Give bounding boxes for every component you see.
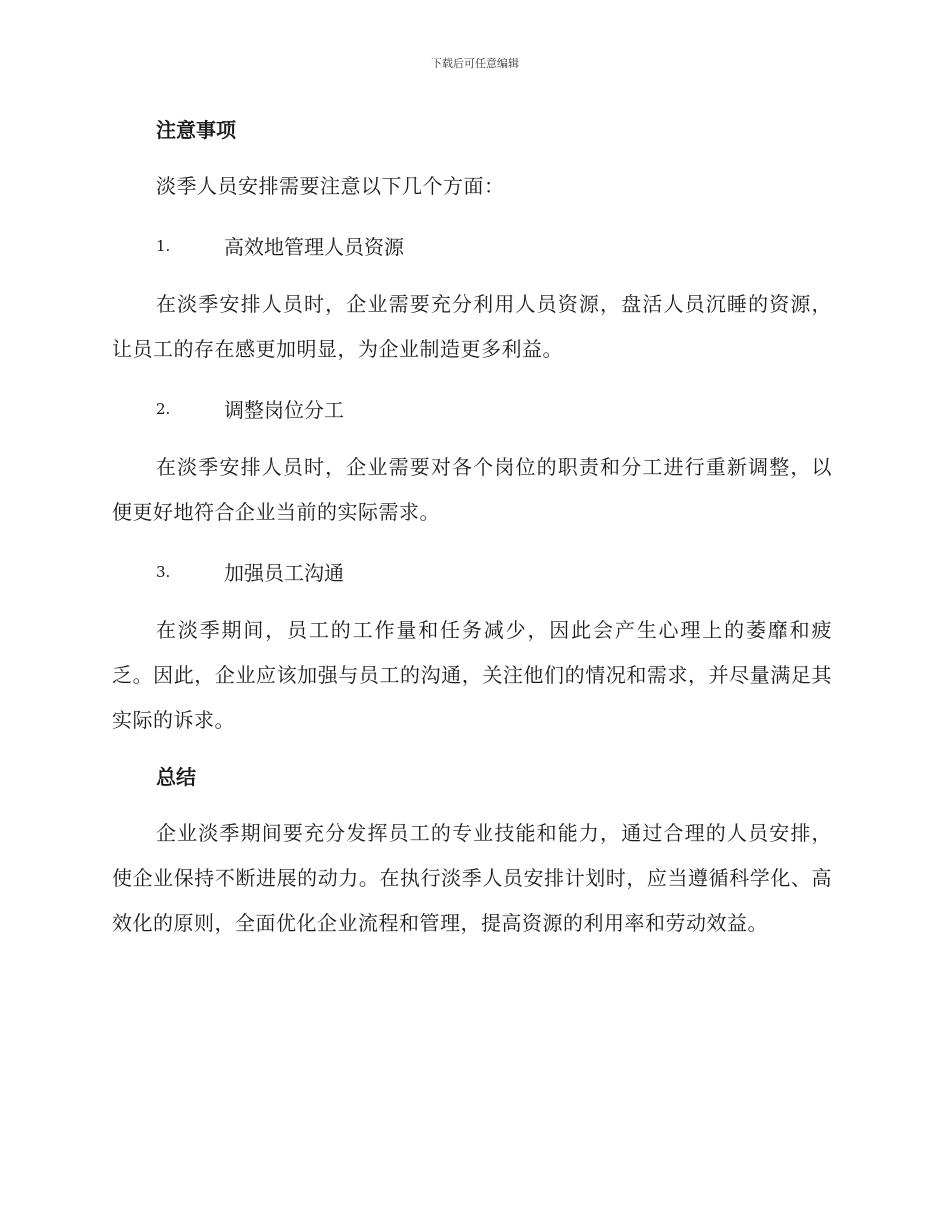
document-body [112,110,832,946]
list-number: 3. [156,562,171,581]
list-title: 调整岗位分工 [224,398,344,422]
list-item-1 [156,223,832,268]
notes-intro: 淡季人员安排需要注意以下几个方面： [156,174,505,198]
list-number: 1. [156,236,171,255]
list-number: 2. [156,399,171,418]
item-1-body: 在淡季安排人员时，企业需要充分利用人员资源，盘活人员沉睡的资源，让员工的存在感更加明显，为企业制造更多利益。 [112,292,832,361]
summary-heading: 总结 [156,765,196,789]
list-item-2 [156,386,832,431]
list-item-3 [156,549,832,594]
notes-heading: 注意事项 [156,118,236,142]
list-title: 加强员工沟通 [224,561,344,585]
item-3-body: 在淡季期间，员工的工作量和任务减少，因此会产生心理上的萎靡和疲乏。因此，企业应该加强与员工的沟通，关注他们的情况和需求，并尽量满足其实际的诉求。 [112,618,832,732]
summary-body: 企业淡季期间要充分发挥员工的专业技能和能力，通过合理的人员安排，使企业保持不断进展的动力。在执行淡季人员安排计划时，应当遵循科学化、高效化的原则，全面优化企业流程和管理，提高资源的利用率和劳动效益。 [112,821,832,935]
list-title: 高效地管理人员资源 [224,235,404,259]
page-header: 下载后可任意编辑 [431,57,519,70]
item-2-body: 在淡季安排人员时，企业需要对各个岗位的职责和分工进行重新调整，以便更好地符合企业当前的实际需求。 [112,455,832,524]
